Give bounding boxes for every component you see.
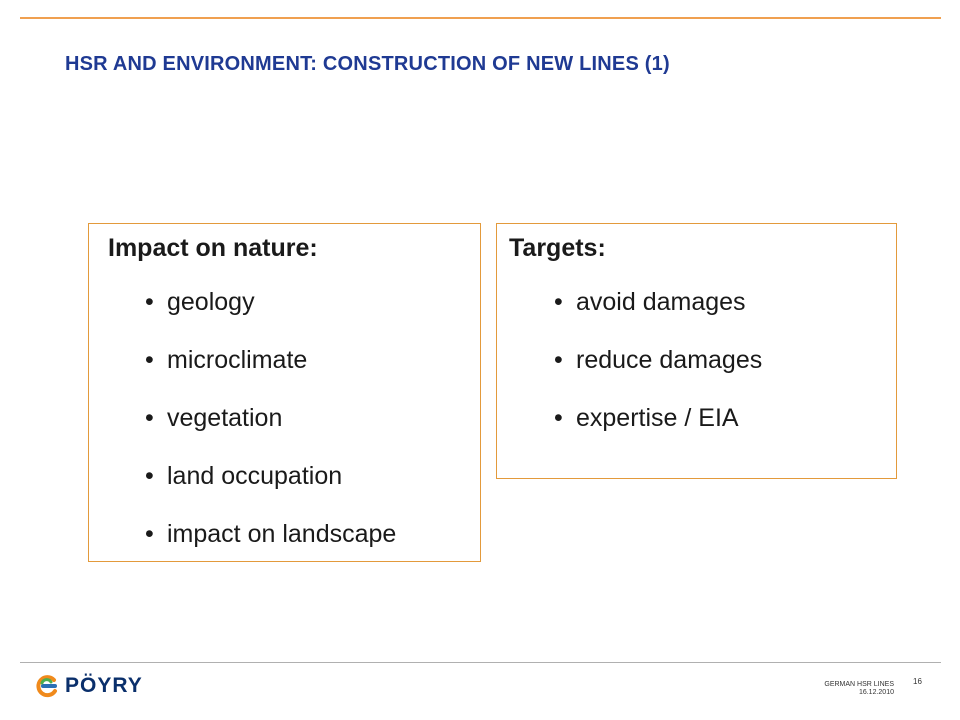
list-item: [145, 404, 396, 462]
list-item: [145, 346, 396, 404]
footer-info: [824, 681, 894, 697]
bullet-icon: •: [145, 520, 154, 548]
bullet-icon: •: [554, 288, 563, 316]
list-item: [145, 288, 396, 346]
impact-list: [145, 288, 396, 578]
bullet-icon: •: [554, 346, 563, 374]
list-item-label: land occupation: [167, 462, 343, 490]
footer-date: 16.12.2010: [858, 689, 894, 696]
logo-text: PÖYRY: [65, 674, 143, 697]
list-item-label: reduce damages: [576, 346, 763, 374]
targets-box: [496, 223, 897, 479]
list-item-label: expertise / EIA: [576, 404, 739, 432]
bottom-divider: [20, 662, 941, 663]
bullet-icon: •: [145, 288, 154, 316]
list-item-label: avoid damages: [576, 288, 746, 316]
bullet-icon: •: [145, 346, 154, 374]
list-item-label: microclimate: [167, 346, 308, 374]
list-item: [554, 404, 762, 462]
bullet-icon: •: [145, 462, 154, 490]
targets-list: [554, 288, 762, 462]
poyry-logo: [34, 674, 143, 698]
list-item-label: vegetation: [167, 404, 283, 432]
list-item: [145, 520, 396, 578]
slide-title: HSR AND ENVIRONMENT: CONSTRUCTION OF NEW LINES (1): [65, 53, 670, 75]
top-divider: [20, 17, 941, 19]
list-item-label: impact on landscape: [167, 520, 397, 548]
bullet-icon: •: [145, 404, 154, 432]
bullet-icon: •: [554, 404, 563, 432]
targets-heading: Targets:: [509, 234, 606, 262]
impact-on-nature-box: [88, 223, 481, 562]
list-item: [554, 288, 762, 346]
impact-heading: Impact on nature:: [108, 234, 318, 262]
poyry-logo-icon: [34, 674, 60, 698]
page-number: 16: [913, 677, 922, 686]
list-item: [554, 346, 762, 404]
footer-doc-title: GERMAN HSR LINES: [824, 681, 894, 688]
list-item-label: geology: [167, 288, 255, 316]
list-item: [145, 462, 396, 520]
